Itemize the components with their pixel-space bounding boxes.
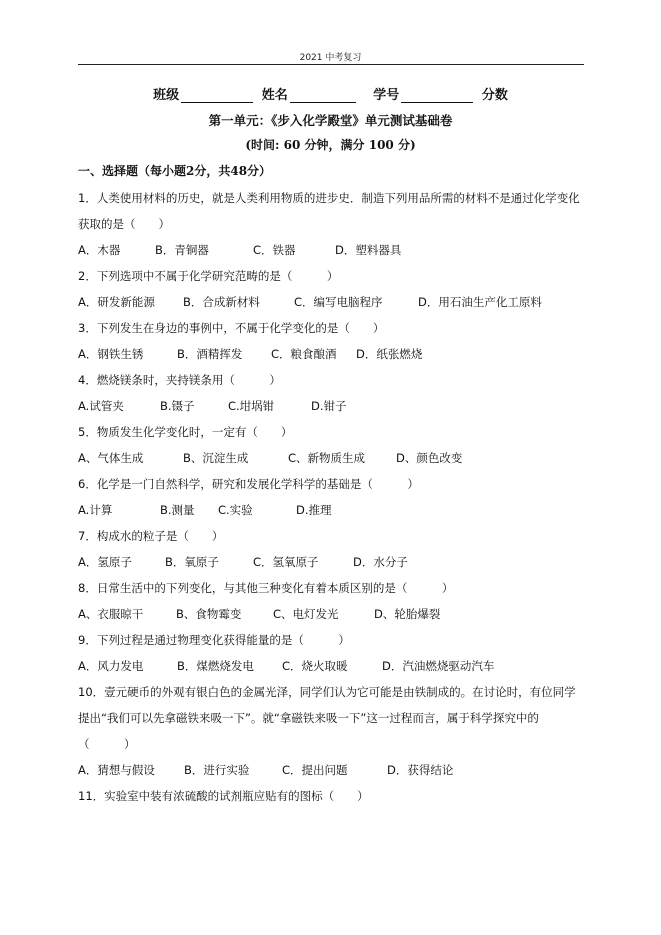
question-8-line-1: 8．日常生活中的下列变化，与其他三种变化有着本质区别的是（ ） [78,581,454,595]
q5-option-a: A、气体生成 [78,451,144,465]
q2-option-c: C．编写电脑程序 [294,295,383,309]
q1-option-c: C．铁器 [253,243,296,257]
q10-option-d: D．获得结论 [387,763,454,777]
q9-option-a: A．风力发电 [78,659,144,673]
q4-option-c: C.坩埚钳 [228,399,275,413]
exam-title: 第一单元：《步入化学殿堂》单元测试基础卷 [208,113,453,128]
q3-option-c: C．粮食酿酒 [271,347,337,361]
header-divider [78,64,584,65]
q8-option-d: D、轮胎爆裂 [374,607,441,621]
exam-subtitle: (时间: 60 分钟，满分 100 分) [245,138,416,152]
question-9-line-1: 9．下列过程是通过物理变化获得能量的是（ ） [78,633,350,647]
q3-option-d: D．纸张燃烧 [356,347,423,361]
class-label: 班级 [153,88,180,103]
q5-option-b: B、沉淀生成 [183,451,249,465]
class-blank[interactable] [181,88,253,103]
q6-option-d: D.推理 [296,503,332,517]
id-blank[interactable] [401,88,473,103]
question-6-line-1: 6．化学是一门自然科学，研究和发展化学科学的基础是（ ） [78,477,419,491]
q2-option-a: A．研发新能源 [78,295,155,309]
question-10-line-1: 10．壹元硬币的外观有银白色的金属光泽，同学们认为它可能是由铁制成的。在讨论时，有位同学 [78,685,576,699]
q4-option-a: A.试管夹 [78,399,124,413]
question-1-line-1: 1．人类使用材料的历史，就是人类利用物质的进步史．制造下列用品所需的材料不是通过化学变化 [78,191,580,205]
q9-option-b: B．煤燃烧发电 [177,659,254,673]
q10-option-c: C．提出问题 [282,763,348,777]
q6-option-b: B.测量 [160,503,195,517]
id-label: 学号 [373,88,400,103]
page-header: 2021 中考复习 [299,53,362,63]
q1-option-b: B．青铜器 [155,243,209,257]
question-10-line-2: 提出“我们可以先拿磁铁来吸一下”。就“拿磁铁来吸一下”这一过程而言，属于科学探究中的 [78,711,539,725]
q8-option-b: B、食物霉变 [176,607,242,621]
q6-option-a: A.计算 [78,503,113,517]
q8-option-a: A、衣服晾干 [78,607,144,621]
q10-option-a: A．猜想与假设 [78,763,155,777]
q6-option-c: C.实验 [218,503,253,517]
question-7-line-1: 7．构成水的粒子是（ ） [78,529,224,543]
question-11-line-1: 11．实验室中装有浓硫酸的试剂瓶应贴有的图标（ ） [78,789,369,803]
q2-option-b: B．合成新材料 [183,295,260,309]
q7-option-b: B．氧原子 [165,555,219,569]
score-label: 分数 [481,88,508,103]
q1-option-d: D．塑料器具 [335,243,402,257]
q4-option-b: B.镊子 [160,399,195,413]
question-3-line-1: 3．下列发生在身边的事例中，不属于化学变化的是（ ） [78,321,385,335]
q5-option-d: D、颜色改变 [396,451,463,465]
q3-option-a: A．钢铁生锈 [78,347,144,361]
q3-option-b: B．酒精挥发 [177,347,243,361]
q7-option-c: C．氢氧原子 [253,555,319,569]
q9-option-c: C．烧火取暖 [282,659,348,673]
q7-option-a: A．氢原子 [78,555,132,569]
question-2-line-1: 2．下列选项中不属于化学研究范畴的是（ ） [78,269,339,283]
q1-option-a: A．木器 [78,243,121,257]
q4-option-d: D.钳子 [311,399,347,413]
q7-option-d: D．水分子 [353,555,408,569]
q5-option-c: C、新物质生成 [288,451,366,465]
question-5-line-1: 5．物质发生化学变化时，一定有（ ） [78,425,293,439]
question-4-line-1: 4．燃烧镁条时，夹持镁条用（ ） [78,373,281,387]
student-info-line [0,84,661,103]
question-10-line-3: （ ） [78,737,136,751]
section-heading: 一、选择题（每小题2分，共48分） [78,164,272,178]
name-blank[interactable] [290,88,356,103]
question-1-line-2: 获取的是（ ） [78,217,170,231]
q9-option-d: D．汽油燃烧驱动汽车 [382,659,495,673]
q8-option-c: C、电灯发光 [273,607,339,621]
q2-option-d: D．用石油生产化工原料 [418,295,542,309]
name-label: 姓名 [261,88,288,103]
q10-option-b: B．进行实验 [184,763,250,777]
